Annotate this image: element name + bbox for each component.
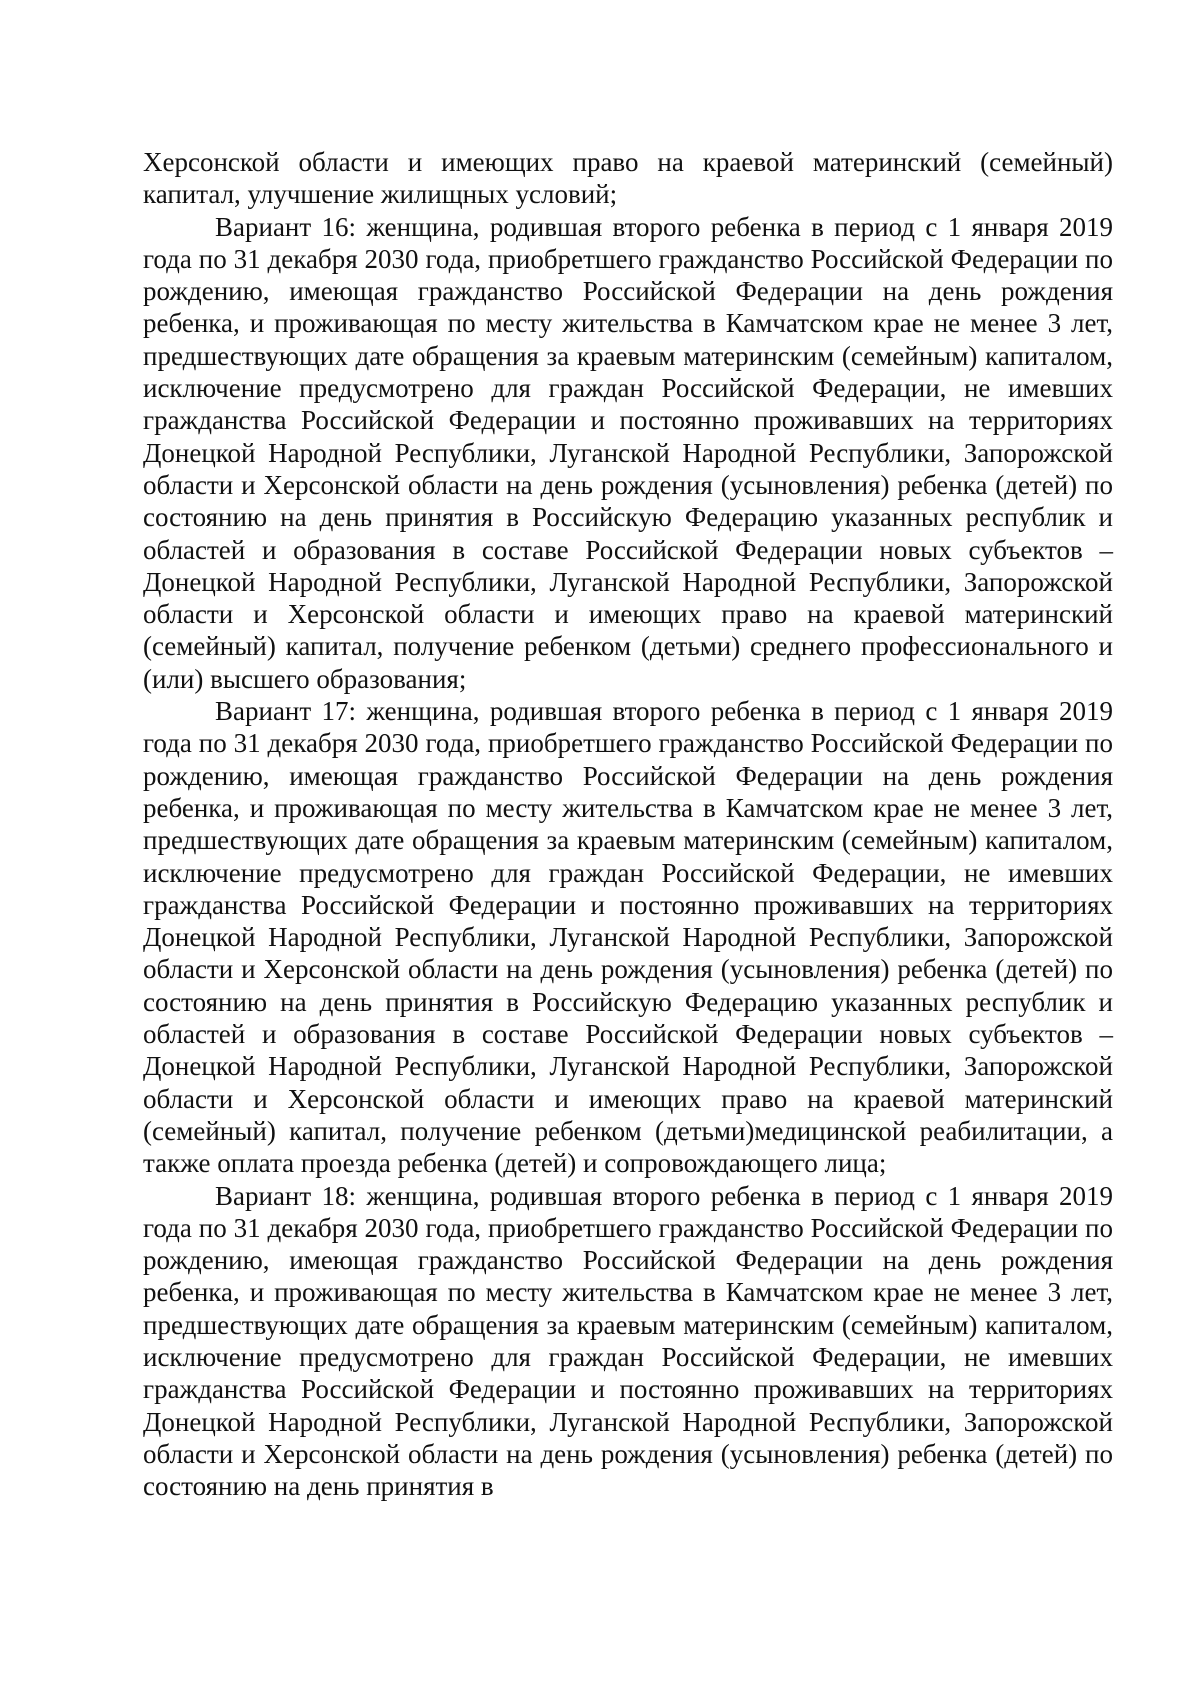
paragraph-variant-17: Вариант 17: женщина, родившая второго ребенка в период с 1 января 2019 года по 31 декабря 2030 года, приобретшего гражданство Российской Федерации по рождению, имеющая гражданство Российской Федерации на день рождения ребенка, и проживающая по месту жительства в Камчатском крае не менее 3 лет, предшествующих дате обращения за краевым материнским (семейным) капиталом, исключение предусмотрено для граждан Российской Федерации, не имевших гражданства Российской Федерации и постоянно проживавших на территориях Донецкой Народной Республики, Луганской Народной Республики, Запорожской области и Херсонской области на день рождения (усыновления) ребенка (детей) по состоянию на день принятия в Российскую Федерацию указанных республик и областей и образования в составе Российской Федерации новых субъектов – Донецкой Народной Республики, Луганской Народной Республики, Запорожской области и Херсонской области и имеющих право на краевой материнский (семейный) капитал, получение ребенком (детьми)медицинской реабилитации, а также оплата проезда ребенка (детей) и сопровождающего лица; <box>143 696 1113 1179</box>
paragraph-continuation: Херсонской области и имеющих право на краевой материнский (семейный) капитал, улучшение жилищных условий; <box>143 147 1113 210</box>
document-body <box>143 146 1113 1502</box>
paragraph-variant-16: Вариант 16: женщина, родившая второго ребенка в период с 1 января 2019 года по 31 декабря 2030 года, приобретшего гражданство Российской Федерации по рождению, имеющая гражданство Российской Федерации на день рождения ребенка, и проживающая по месту жительства в Камчатском крае не менее 3 лет, предшествующих дате обращения за краевым материнским (семейным) капиталом, исключение предусмотрено для граждан Российской Федерации, не имевших гражданства Российской Федерации и постоянно проживавших на территориях Донецкой Народной Республики, Луганской Народной Республики, Запорожской области и Херсонской области на день рождения (усыновления) ребенка (детей) по состоянию на день принятия в Российскую Федерацию указанных республик и областей и образования в составе Российской Федерации новых субъектов – Донецкой Народной Республики, Луганской Народной Республики, Запорожской области и Херсонской области и имеющих право на краевой материнский (семейный) капитал, получение ребенком (детьми) среднего профессионального и (или) высшего образования; <box>143 211 1113 694</box>
paragraph-variant-18: Вариант 18: женщина, родившая второго ребенка в период с 1 января 2019 года по 31 декабря 2030 года, приобретшего гражданство Российской Федерации по рождению, имеющая гражданство Российской Федерации на день рождения ребенка, и проживающая по месту жительства в Камчатском крае не менее 3 лет, предшествующих дате обращения за краевым материнским (семейным) капиталом, исключение предусмотрено для граждан Российской Федерации, не имевших гражданства Российской Федерации и постоянно проживавших на территориях Донецкой Народной Республики, Луганской Народной Республики, Запорожской области и Херсонской области на день рождения (усыновления) ребенка (детей) по состоянию на день принятия в <box>143 1180 1113 1502</box>
